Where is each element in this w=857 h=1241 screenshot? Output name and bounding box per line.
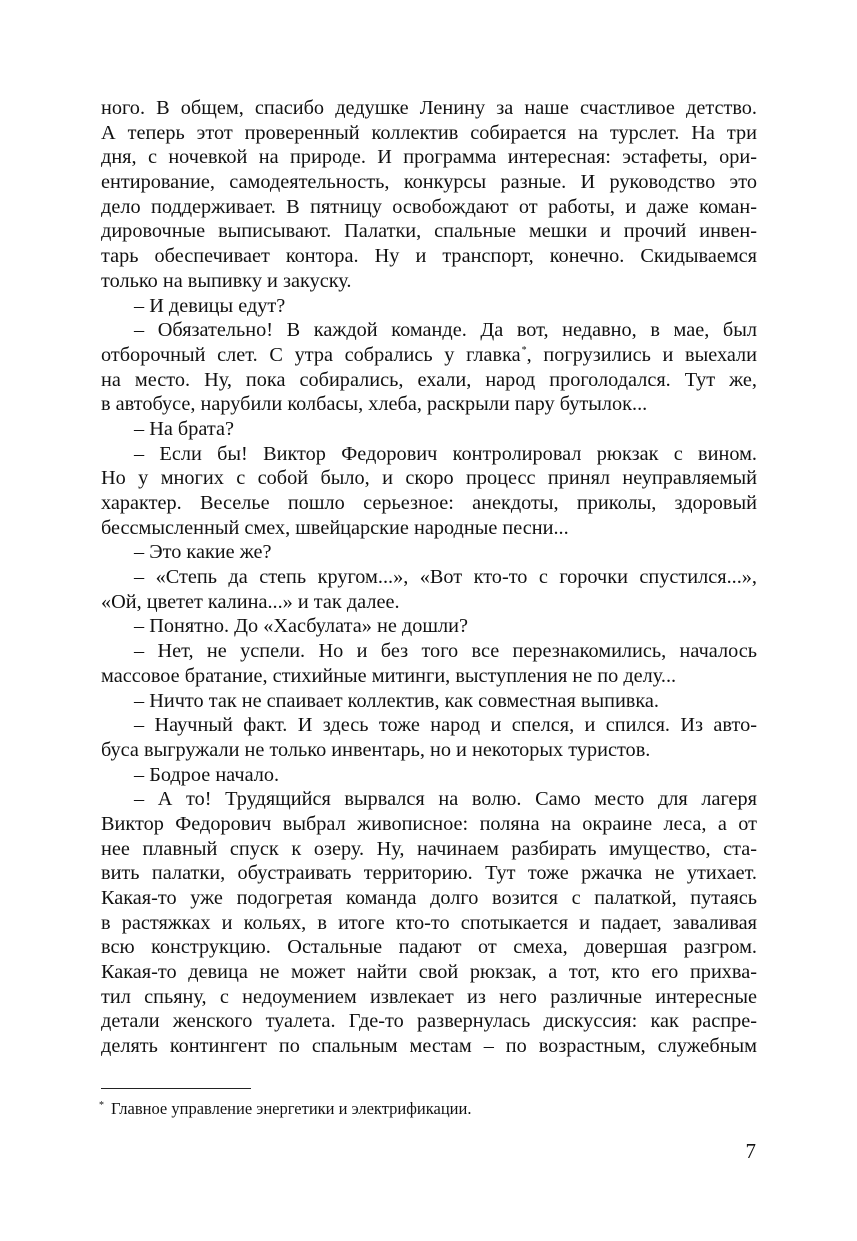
text-line-content: буса выгружали не только инвентарь, но и некоторых туристов. <box>101 738 651 761</box>
footnote-divider <box>101 1088 251 1089</box>
text-line <box>101 145 757 170</box>
text-line <box>101 787 757 812</box>
text-line <box>101 812 757 837</box>
text-line <box>101 96 757 121</box>
text-line-content: дело поддерживает. В пятницу освобождают от работы, и даже коман- <box>101 195 757 218</box>
text-line-content: тарь обеспечивает контора. Ну и транспорт, конечно. Скидываемся <box>101 245 757 268</box>
text-line-content: Какая-то уже подогретая команда долго возится с палаткой, путаясь <box>101 887 757 909</box>
text-line <box>101 861 757 886</box>
text-line-content: тил спьяну, с недоумением извлекает из него различные интересные <box>101 985 757 1008</box>
text-line <box>101 269 757 294</box>
text-line-content: Виктор Федорович выбрал живописное: поляна на окраине леса, а от <box>101 812 757 835</box>
text-line-content: массовое братание, стихийные митинги, выступления не по делу... <box>101 664 677 687</box>
text-line <box>101 911 757 936</box>
text-line-content: – Ничто так не спаивает коллектив, как совместная выпивка. <box>134 689 660 712</box>
text-line-content: в автобусе, нарубили колбасы, хлеба, раскрыли пару бутылок... <box>101 393 648 416</box>
text-line-content: только на выпивку и закуску. <box>101 269 352 292</box>
text-line-content: – Это какие же? <box>134 541 272 564</box>
text-line-content: на место. Ну, пока собирались, ехали, народ проголодался. Тут же, <box>101 368 757 391</box>
text-line <box>101 195 757 220</box>
footnote-marker: * <box>99 1100 104 1111</box>
text-line <box>101 664 757 689</box>
text-line-content: – Понятно. До «Хасбулата» не дошли? <box>134 615 468 638</box>
text-line <box>101 219 757 244</box>
text-line-content: – И девицы едут? <box>134 294 286 317</box>
text-line <box>101 121 757 146</box>
text-line-content: – Бодрое начало. <box>134 763 280 786</box>
text-line <box>101 1009 757 1034</box>
footnote-text: Главное управление энергетики и электрификации. <box>111 1099 472 1118</box>
text-line-continuation: , погрузились и выехали <box>526 343 757 366</box>
text-line-content: А теперь этот проверенный коллектив собирается на турслет. На три <box>101 121 757 144</box>
text-line <box>101 614 757 639</box>
text-line <box>101 294 757 319</box>
text-line <box>101 392 757 417</box>
text-line-content: бессмысленный смех, швейцарские народные песни... <box>101 516 569 539</box>
text-line-content: всю конструкцию. Остальные падают от смеха, довершая разгром. <box>101 936 757 959</box>
footnote <box>99 1095 699 1120</box>
text-line <box>101 491 757 516</box>
text-line <box>101 837 757 862</box>
text-line-content: нее плавный спуск к озеру. Ну, начинаем разбирать имущество, ста- <box>101 837 757 860</box>
text-line <box>101 540 757 565</box>
text-line <box>101 713 757 738</box>
text-line <box>101 590 757 615</box>
text-line <box>101 368 757 393</box>
text-line-content: Но у многих с собой было, и скоро процесс принял неуправляемый <box>101 467 757 490</box>
text-line-content: отборочный слет. С утра собрались у главка <box>101 343 521 366</box>
text-line <box>101 960 757 985</box>
text-line <box>101 318 757 343</box>
text-line-content: – «Степь да степь кругом...», «Вот кто-то с горочки спустился...», <box>134 566 757 589</box>
text-line <box>101 466 757 491</box>
text-line-content: Какая-то девица не может найти свой рюкзак, а тот, кто его прихва- <box>101 961 757 984</box>
text-line-content: – Научный факт. И здесь тоже народ и спелся, и спился. Из авто- <box>134 714 757 737</box>
text-line <box>101 244 757 269</box>
text-line <box>101 639 757 664</box>
text-line-content: делять контингент по спальным местам – по возрастным, служебным <box>101 1035 757 1058</box>
text-line-content: – Нет, не успели. Но и без того все перезнакомились, началось <box>134 640 757 663</box>
text-line <box>101 516 757 541</box>
text-line-content: «Ой, цветет калина...» и так далее. <box>101 590 400 613</box>
text-line-content: – А то! Трудящийся вырвался на волю. Само место для лагеря <box>134 788 757 811</box>
text-line-content: дня, с ночевкой на природе. И программа интересная: эстафеты, ори- <box>101 146 757 169</box>
text-line-content: – Если бы! Виктор Федорович контролировал рюкзак с вином. <box>134 442 757 465</box>
text-line-content: дировочные выписывают. Палатки, спальные мешки и прочий инвен- <box>101 220 757 243</box>
page-number: 7 <box>745 1139 756 1163</box>
text-line <box>101 738 757 763</box>
text-line <box>101 935 757 960</box>
text-line-content: – Обязательно! В каждой команде. Да вот, недавно, в мае, был <box>134 319 757 342</box>
text-line <box>101 170 757 195</box>
text-line-content: характер. Веселье пошло серьезное: анекдоты, приколы, здоровый <box>101 492 757 514</box>
text-line-content: вить палатки, обустраивать территорию. Тут тоже ржачка не утихает. <box>101 862 757 885</box>
text-line-content: детали женского туалета. Где-то развернулась дискуссия: как распре- <box>101 1010 757 1033</box>
text-line <box>101 417 757 442</box>
footnote-reference: * <box>521 344 527 356</box>
text-line <box>101 763 757 788</box>
text-line <box>101 689 757 714</box>
text-line <box>101 565 757 590</box>
text-line <box>101 985 757 1010</box>
text-line-content: в растяжках и кольях, в итоге кто-то спотыкается и падает, заваливая <box>101 911 757 934</box>
text-line-content: – На брата? <box>134 417 234 440</box>
text-line-content: ного. В общем, спасибо дедушке Ленину за наше счастливое детство. <box>101 97 757 119</box>
text-line <box>101 886 757 911</box>
text-line <box>101 343 757 368</box>
text-line <box>101 1034 757 1059</box>
text-line <box>101 442 757 467</box>
body-text <box>101 96 757 1059</box>
text-line-content: ентирование, самодеятельность, конкурсы разные. И руководство это <box>101 171 757 194</box>
